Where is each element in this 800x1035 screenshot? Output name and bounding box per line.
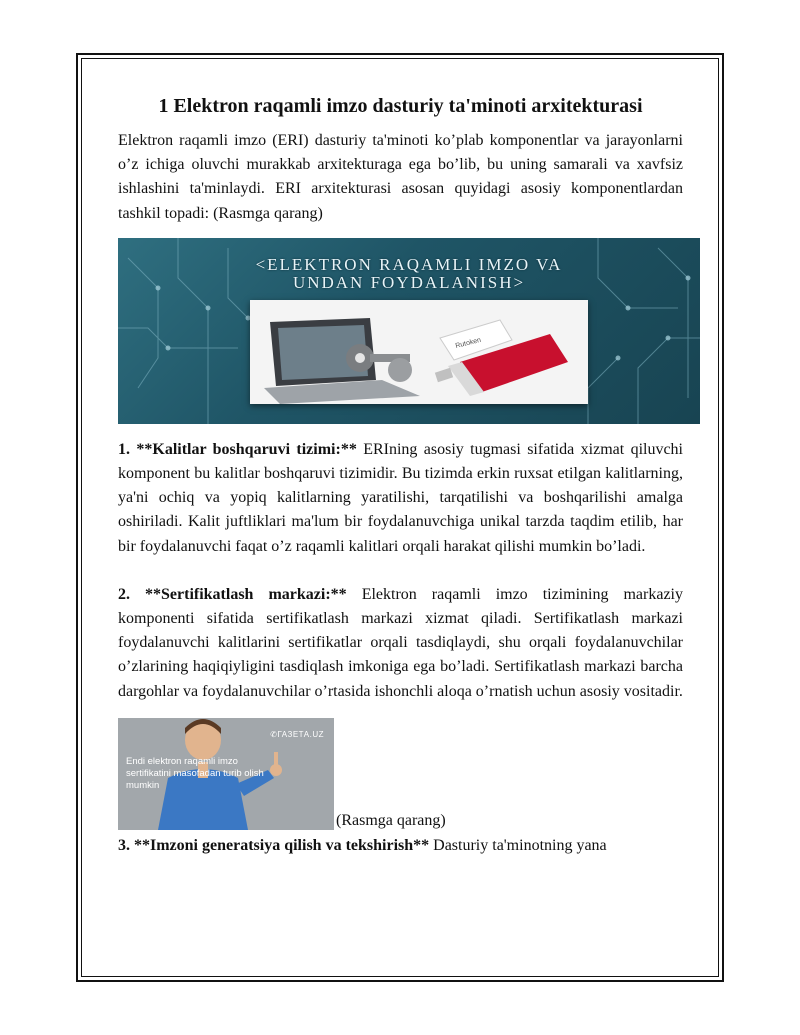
token-label: Rutoken (454, 336, 482, 350)
item2-paragraph (118, 583, 683, 704)
document-body (118, 92, 683, 858)
item2-text: Elektron raqamli imzo tizimining markaziy komponenti sifatida sertifikatlash markazi xizmat qiladi. Sertifikatlash markazi foydalanuvchi kalitlarini sertifikatlar orqali tasdiqlaydi, shu orqali foydalanuvchilar o’zlarining haqiqiyligini tasdiqlash imkoniga ega bo’ladi. Sertifikatlash markazi barcha dargohlar va foydalanuvchilar o’rtasida ishonchli aloqa o’rnatish uchun asosiy vositadir. (118, 585, 684, 700)
figure1-banner-text: <ELEKTRON RAQAMLI IMZO VA UNDAN FOYDALANISH> (255, 254, 563, 292)
item1-heading: 1. **Kalitlar boshqaruvi tizimi:** (118, 440, 357, 458)
figure1-photo (250, 300, 588, 404)
gazeta-logo: ✆ГАЗЕТА.UZ (270, 729, 324, 739)
document-title: 1 Elektron raqamli imzo dasturiy ta'minoti arxitekturasi (158, 95, 643, 117)
item2-heading: 2. **Sertifikatlash markazi:** (118, 585, 347, 603)
item3-heading: 3. **Imzoni generatsiya qilish va tekshirish** (118, 836, 430, 854)
item1-paragraph (118, 438, 683, 559)
figure-gazeta-image (118, 718, 334, 830)
figure2-reference: (Rasmga qarang) (336, 811, 446, 829)
item3-paragraph (118, 834, 683, 858)
intro-paragraph: Elektron raqamli imzo (ERI) dasturiy ta'minoti ko’plab komponentlar va jarayonlarni o’z ichiga oluvchi murakkab arxitekturaga ega bo’lib, bu uning samarali va xavfsiz ishlashini ta'minlaydi. ERI arxitekturasi asosan quyidagi asosiy komponentlardan tashkil topadi: (Rasmga qarang) (118, 132, 683, 222)
laptop-key-token-illustration (250, 300, 588, 404)
item1-text: ERIning asosiy tugmasi sifatida xizmat qiluvchi komponent bu kalitlar boshqaruvi tizimidir. Bu tizimda erkin ruxsat etilgan kalitlarning, ya'ni ochiq va yopiq kalitlarning yaratilishi, tarqatilishi va boshqarilishi amalga oshiriladi. Kalit juftliklari ma'lum bir foydalanuvchiga unikal tarzda taqdim etilib, har bir foydalanuvchi faqat o’z raqamli kalitlari orqali harakat qilishi mumkin bo’ladi. (118, 440, 684, 555)
figure-eri-banner (118, 238, 700, 424)
figure2-overlay-caption: Endi elektron raqamli imzo sertifikatini masofadan turib olish mumkin (126, 755, 264, 791)
item3-text: Dasturiy ta'minotning yana (429, 836, 607, 854)
figure2-row (118, 718, 683, 830)
